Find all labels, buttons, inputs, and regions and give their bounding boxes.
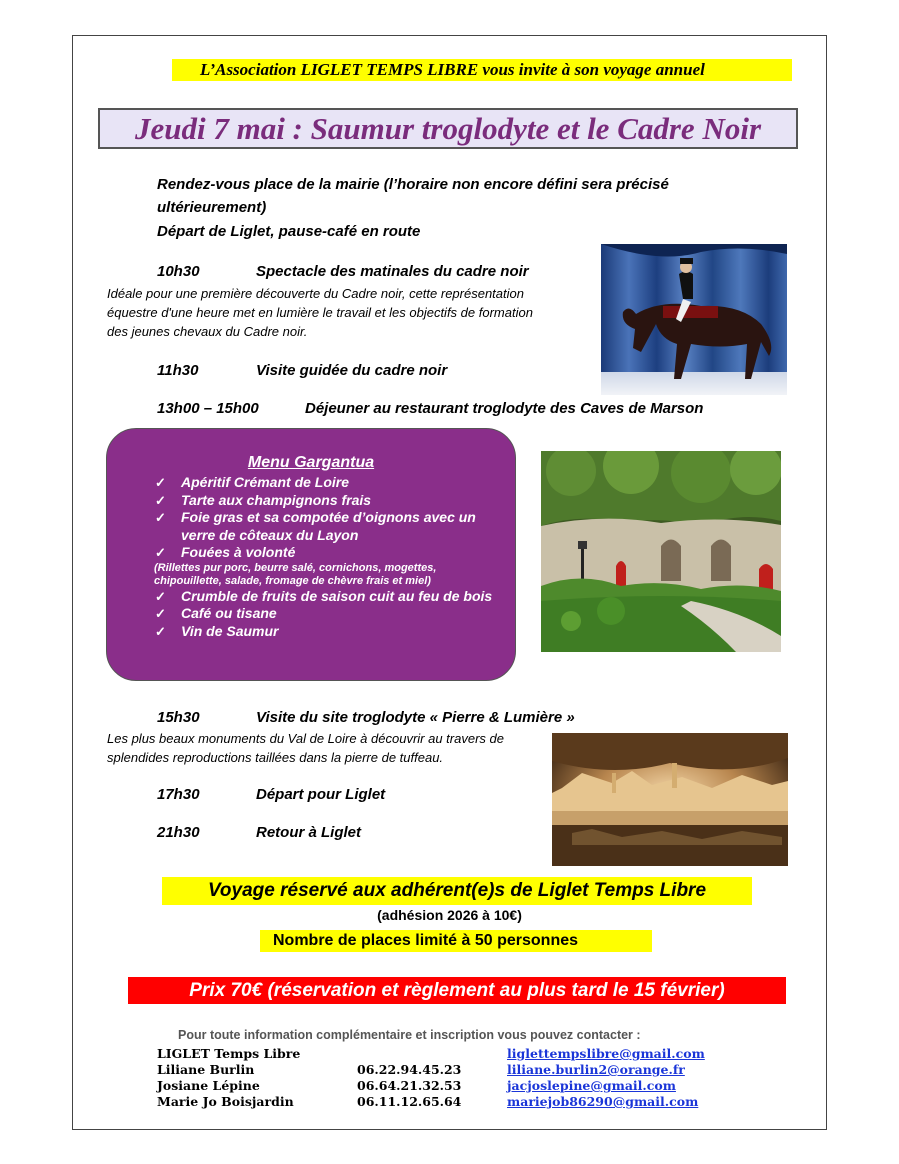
- menu-item: ✓ Café ou tisane: [155, 605, 277, 621]
- check-icon: ✓: [155, 606, 166, 621]
- pierre-desc-2: splendides reproductions taillées dans la pierre de tuffeau.: [107, 750, 444, 765]
- price-banner: Prix 70€ (réservation et règlement au plus tard le 15 février): [128, 977, 786, 1004]
- menu-list: [155, 474, 505, 640]
- contact-phone: 06.11.12.65.64: [357, 1094, 462, 1109]
- check-icon: ✓: [155, 475, 166, 490]
- check-icon: ✓: [155, 510, 166, 525]
- contact-email[interactable]: liliane.burlin2@orange.fr: [507, 1062, 685, 1077]
- menu-item: ✓ Foie gras et sa compotée d’oignons avec un verre de côteaux du Layon: [155, 509, 476, 543]
- spectacle-desc-1: Idéale pour une première découverte du Cadre noir, cette représentation: [107, 286, 524, 301]
- menu-note: (Rillettes pur porc, beurre salé, cornichons, mogettes, chipouillette, salade, fromage de chèvre frais et miel): [154, 561, 437, 587]
- intro-banner: L’Association LIGLET TEMPS LIBRE vous invite à son voyage annuel: [172, 59, 792, 81]
- time-21h30: 21h30: [157, 824, 200, 841]
- menu-item: ✓ Fouées à volonté: [155, 544, 296, 560]
- pierre-desc-1: Les plus beaux monuments du Val de Loire à découvrir au travers de: [107, 731, 504, 746]
- menu-item: ✓ Apéritif Crémant de Loire: [155, 474, 350, 490]
- menu-item: ✓ Tarte aux champignons frais: [155, 491, 372, 508]
- contact-email[interactable]: liglettempslibre@gmail.com: [507, 1046, 705, 1061]
- event-visite-cadre-noir: Visite guidée du cadre noir: [256, 362, 448, 379]
- time-15h30: 15h30: [157, 709, 200, 726]
- time-13h00-15h00: 13h00 – 15h00: [157, 400, 259, 417]
- meeting-line-1: Rendez-vous place de la mairie (l’horaire non encore défini sera précisé: [157, 176, 669, 193]
- places-banner: Nombre de places limité à 50 personnes: [260, 930, 652, 952]
- page-title: Jeudi 7 mai : Saumur troglodyte et le Cadre Noir: [98, 108, 798, 149]
- time-11h30: 11h30: [157, 362, 199, 379]
- membership-text: (adhésion 2026 à 10€): [377, 907, 522, 923]
- meeting-line-2: ultérieurement): [157, 199, 267, 216]
- spectacle-desc-2: équestre d'une heure met en lumière le travail et les objectifs de formation: [107, 305, 533, 320]
- event-dejeuner: Déjeuner au restaurant troglodyte des Caves de Marson: [305, 400, 704, 417]
- contact-phone: 06.64.21.32.53: [357, 1078, 462, 1093]
- menu-item: ✓ Crumble de fruits de saison cuit au feu de bois: [155, 587, 493, 604]
- contact-name: Marie Jo Boisjardin: [157, 1094, 294, 1109]
- event-depart: Départ pour Liglet: [256, 786, 386, 803]
- contact-email[interactable]: mariejob86290@gmail.com: [507, 1094, 699, 1109]
- event-pierre-lumiere: Visite du site troglodyte « Pierre & Lumière »: [256, 709, 575, 726]
- check-icon: ✓: [155, 545, 166, 560]
- caves-marson-photo: [541, 451, 781, 652]
- time-17h30: 17h30: [157, 786, 200, 803]
- meeting-line-3: Départ de Liglet, pause-café en route: [157, 223, 421, 240]
- check-icon: ✓: [155, 623, 166, 639]
- menu-title: Menu Gargantua: [247, 454, 375, 471]
- menu-box: [106, 428, 516, 681]
- check-icon: ✓: [155, 492, 166, 508]
- contact-phone: 06.22.94.45.23: [357, 1062, 462, 1077]
- spectacle-desc-3: des jeunes chevaux du Cadre noir.: [107, 324, 308, 339]
- pierre-lumiere-cave-photo: [552, 733, 788, 866]
- check-icon: ✓: [155, 588, 166, 604]
- time-10h30: 10h30: [157, 263, 200, 280]
- contact-name: LIGLET Temps Libre: [157, 1046, 301, 1061]
- event-spectacle: Spectacle des matinales du cadre noir: [256, 263, 529, 280]
- contact-email[interactable]: jacjoslepine@gmail.com: [507, 1078, 676, 1093]
- cadre-noir-horse-photo: [601, 244, 787, 395]
- contact-name: Liliane Burlin: [157, 1062, 255, 1077]
- contact-name: Josiane Lépine: [157, 1078, 260, 1093]
- contact-intro: Pour toute information complémentaire et inscription vous pouvez contacter :: [178, 1028, 641, 1042]
- menu-item: ✓ Vin de Saumur: [155, 622, 279, 639]
- reserved-banner: Voyage réservé aux adhérent(e)s de Liglet Temps Libre: [162, 877, 752, 905]
- event-retour: Retour à Liglet: [256, 824, 362, 841]
